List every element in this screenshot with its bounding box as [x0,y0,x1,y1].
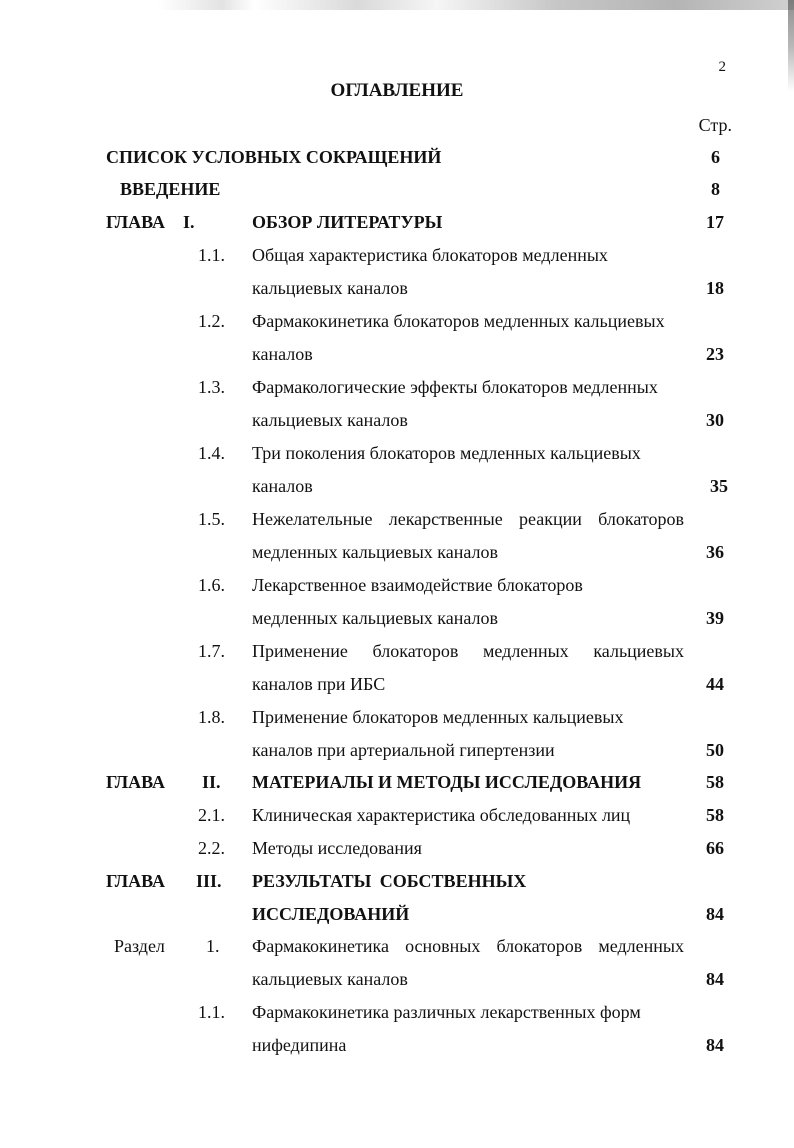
section-1-8-title-line1[interactable]: Применение блокаторов медленных кальциевых [252,707,624,727]
section-2-1-number: 2.1. [198,805,225,825]
chapter3-title-line1[interactable]: РЕЗУЛЬТАТЫ СОБСТВЕННЫХ [252,871,527,891]
chapter2-number: II. [202,772,221,792]
section-1-1-number: 1.1. [198,245,225,265]
part-1-title-line2[interactable]: кальциевых каналов [252,969,408,989]
abbreviations-page: 6 [711,147,720,167]
introduction-label[interactable]: ВВЕДЕНИЕ [120,179,221,199]
chapter1-page: 17 [706,212,724,232]
section-1-1-title-line2[interactable]: кальциевых каналов [252,278,408,298]
section-1-8-page: 50 [706,740,724,760]
section-1-6-page: 39 [706,608,724,628]
section-1-4-title-line2[interactable]: каналов [252,476,313,496]
section-1-1-title-line1[interactable]: Общая характеристика блокаторов медленных [252,245,608,265]
page-column-header: Стр. [698,115,732,135]
section-1-5-number: 1.5. [198,509,225,529]
section-1-8-title-line2[interactable]: каналов при артериальной гипертензии [252,740,555,760]
page-number: 2 [718,59,726,75]
section-1-5-page: 36 [706,542,724,562]
section-3-1-1-number: 1.1. [198,1002,225,1022]
part-1-number: 1. [206,936,220,956]
section-1-3-page: 30 [706,410,724,430]
section-1-5-title-line2[interactable]: медленных кальциевых каналов [252,542,499,562]
section-3-1-1-page: 84 [706,1035,724,1055]
section-1-7-title-line2[interactable]: каналов при ИБС [252,674,386,694]
section-1-1-page: 18 [706,278,724,298]
chapter1-prefix: ГЛАВА [106,212,166,232]
toc-title: ОГЛАВЛЕНИЕ [330,80,464,101]
abbreviations-label[interactable]: СПИСОК УСЛОВНЫХ СОКРАЩЕНИЙ [106,147,442,167]
chapter3-title-line2[interactable]: ИССЛЕДОВАНИЙ [252,904,410,924]
scan-artifact-right [788,0,794,1148]
section-1-4-title-line1[interactable]: Три поколения блокаторов медленных кальциевых [252,443,641,463]
section-1-2-title-line2[interactable]: каналов [252,344,313,364]
chapter1-title[interactable]: ОБЗОР ЛИТЕРАТУРЫ [252,212,443,232]
introduction-page: 8 [711,179,720,199]
section-2-1-title[interactable]: Клиническая характеристика обследованных лиц [252,805,631,825]
section-1-7-page: 44 [706,674,724,694]
section-1-4-number: 1.4. [198,443,225,463]
section-2-2-number: 2.2. [198,838,225,858]
section-1-7-title-line1[interactable]: Применение блокаторов медленных кальциевых [252,641,684,661]
chapter2-title[interactable]: МАТЕРИАЛЫ И МЕТОДЫ ИССЛЕДОВАНИЯ [252,772,642,792]
chapter2-page: 58 [706,772,724,792]
section-1-4-page: 35 [710,476,728,496]
chapter3-page: 84 [706,904,724,924]
section-1-8-number: 1.8. [198,707,225,727]
part-1-title-line1[interactable]: Фармакокинетика основных блокаторов медленных [252,936,684,956]
section-1-6-number: 1.6. [198,575,225,595]
section-1-3-number: 1.3. [198,377,225,397]
chapter1-number: I. [183,212,195,232]
section-2-1-page: 58 [706,805,724,825]
section-1-6-title-line1[interactable]: Лекарственное взаимодействие блокаторов [252,575,583,595]
section-1-6-title-line2[interactable]: медленных кальциевых каналов [252,608,499,628]
part-1-prefix: Раздел [114,936,165,956]
section-1-7-number: 1.7. [198,641,225,661]
section-1-2-number: 1.2. [198,311,225,331]
part-1-page: 84 [706,969,724,989]
section-1-3-title-line1[interactable]: Фармакологические эффекты блокаторов медленных [252,377,658,397]
section-1-2-title-line1[interactable]: Фармакокинетика блокаторов медленных кальциевых [252,311,665,331]
section-2-2-title[interactable]: Методы исследования [252,838,422,858]
section-2-2-page: 66 [706,838,724,858]
chapter3-number: III. [196,871,222,891]
section-3-1-1-title-line1[interactable]: Фармакокинетика различных лекарственных форм [252,1002,641,1022]
section-1-3-title-line2[interactable]: кальциевых каналов [252,410,408,430]
section-1-5-title-line1[interactable]: Нежелательные лекарственные реакции блокаторов [252,509,684,529]
chapter3-prefix: ГЛАВА [106,871,166,891]
scan-artifact-top [0,0,794,10]
chapter2-prefix: ГЛАВА [106,772,166,792]
section-1-2-page: 23 [706,344,724,364]
section-3-1-1-title-line2[interactable]: нифедипина [252,1035,347,1055]
